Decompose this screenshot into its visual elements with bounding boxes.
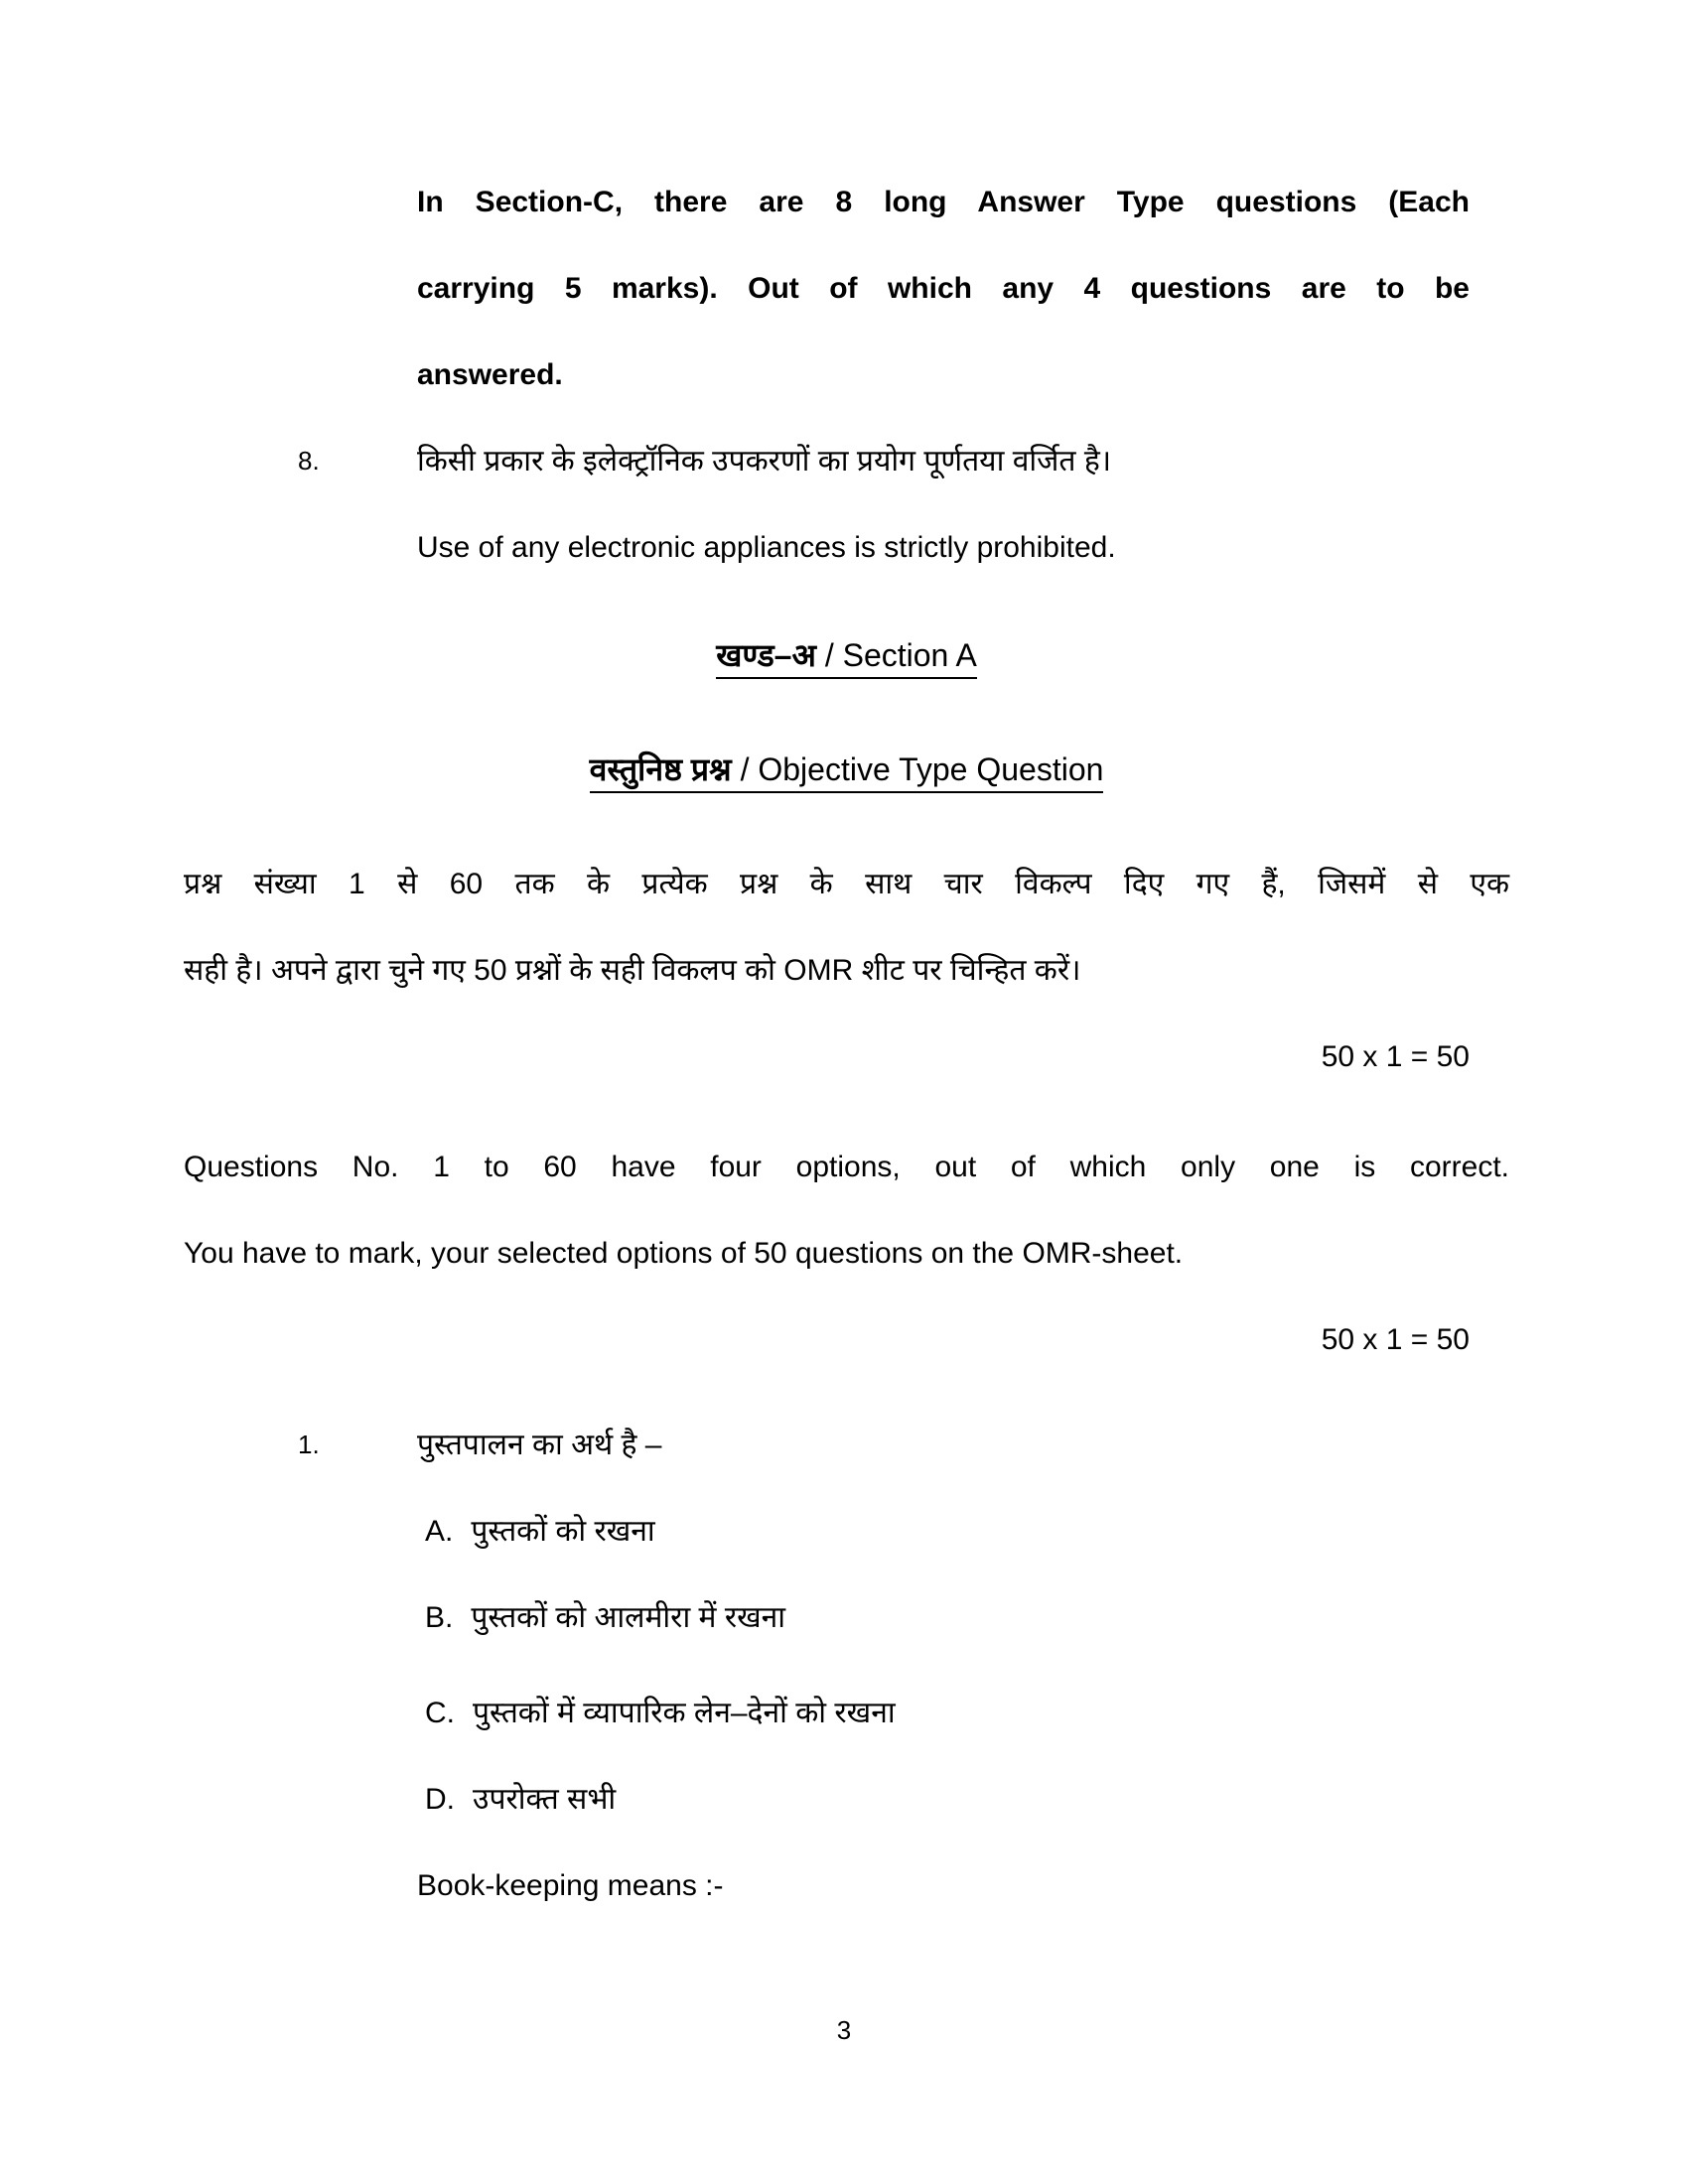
page-number: 3 [836,2015,852,2045]
instruction-8-hindi: किसी प्रकार के इलेक्ट्रॉनिक उपकरणों का प्रयोग पूर्णतया वर्जित है। [417,445,1112,478]
question-1-english-text: Book-keeping means :- [417,1869,724,1902]
section-c-note [417,159,1470,418]
section-a-heading-english: / Section A [815,637,977,673]
objective-instructions-english-line-1: Questions No. 1 to 60 have four options, out of which only one is correct. [184,1151,1509,1183]
option-b-text: पुस्तकों को आलमीरा में रखना [471,1601,786,1634]
objective-instructions-english [184,1124,1509,1297]
section-a-heading-hindi: खण्ड–अ [716,637,816,673]
question-1 [184,1402,1509,1488]
option-c-text: पुस्तकों में व्यापारिक लेन–देनों को रखना [473,1697,896,1729]
objective-instructions-english-line-2: You have to mark, your selected options of 50 questions on the OMR-sheet. [184,1237,1184,1270]
section-c-note-line-3: answered. [417,358,563,391]
option-b-label: B. [425,1601,454,1634]
option-a-text: पुस्तकों को रखना [471,1515,655,1548]
question-1-hindi-text: पुस्तपालन का अर्थ है – [417,1429,662,1461]
instruction-8-english: Use of any electronic appliances is strictly prohibited. [417,531,1116,564]
option-d-label: D. [425,1783,455,1816]
objective-type-heading-english: / Objective Type Question [731,751,1104,787]
question-1-option-d [425,1756,1509,1843]
question-1-option-b [425,1574,1509,1661]
marks-line-hindi: 50 x 1 = 50 [1321,1040,1470,1073]
section-c-note-line-2: carrying 5 marks). Out of which any 4 questions are to be [417,272,1470,305]
option-a-label: A. [425,1515,454,1548]
marks-line-english: 50 x 1 = 50 [1321,1323,1470,1356]
question-1-option-a [425,1488,1509,1574]
instruction-8-number: 8. [298,446,320,476]
objective-instructions-hindi-line-2: सही है। अपने द्वारा चुने गए 50 प्रश्नों के सही विकलप को OMR शीट पर चिन्हित करें। [184,954,1081,987]
objective-instructions-hindi-line-1: प्रश्न संख्या 1 से 60 तक के प्रत्येक प्रश्न के साथ चार विकल्प दिए गए हैं, जिसमें से एक [184,868,1509,900]
question-1-number: 1. [298,1430,320,1459]
section-c-note-line-1: In Section-C, there are 8 long Answer Type questions (Each [417,186,1470,218]
question-1-option-c [425,1670,1509,1756]
objective-type-heading [184,727,1509,813]
option-c-label: C. [425,1697,455,1729]
option-d-text: उपरोक्त सभी [473,1783,617,1816]
section-a-heading [184,613,1509,699]
objective-instructions-hindi [184,841,1509,1014]
instruction-item-8 [184,418,1509,591]
objective-type-heading-hindi: वस्तुनिष्ठ प्रश्न [589,751,732,787]
